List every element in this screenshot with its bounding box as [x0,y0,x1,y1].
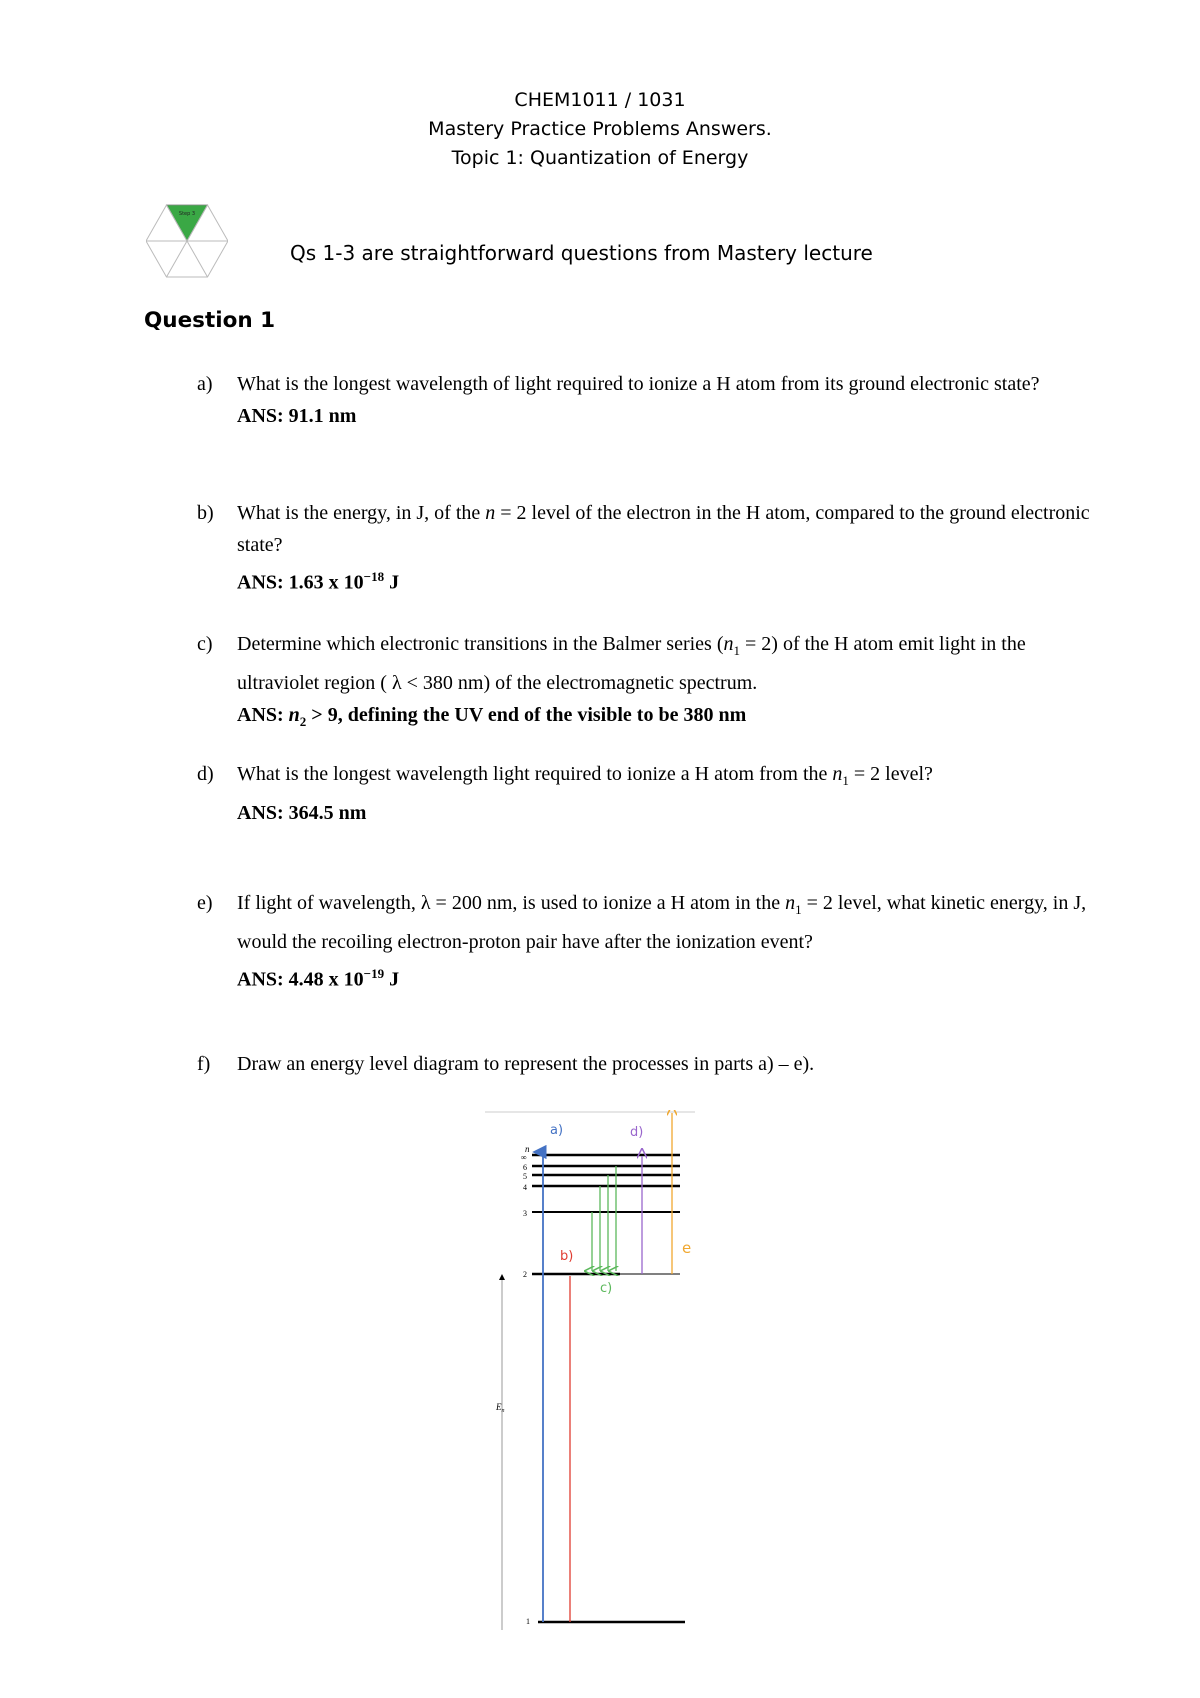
topic-title: Topic 1: Quantization of Energy [451,147,749,169]
question-item-f [197,1048,1097,1080]
level-label-5: 5 [523,1172,527,1181]
step-badge-text: Step 3 [178,211,196,217]
intro-text: Qs 1-3 are straightforward questions from Mastery lecture [290,241,873,265]
question-item-b [197,497,1097,599]
label-a: a) [550,1123,564,1138]
label-c: c) [600,1281,613,1296]
question-item-e [197,887,1097,996]
label-d: d) [630,1125,644,1140]
question-text: Draw an energy level diagram to represent the processes in parts a) – e). [237,1053,815,1075]
question-text: What is the longest wavelength light required to ionize a H atom from the $n_1 = 2$ level? [237,763,933,788]
item-label: f) [197,1053,211,1075]
item-label: e) [197,892,213,914]
axis-energy-label: $E_n$ [496,1402,505,1414]
energy-level-diagram [480,1110,700,1630]
level-label-3: 3 [523,1209,527,1218]
question-text: Determine which electronic transitions in the Balmer series $(n_1 = 2)$ of the H atom emit light in the ultraviolet region ( λ < 380 nm) of the electromagnetic spectrum. [237,633,1026,694]
item-label: a) [197,373,213,395]
level-label-inf: ∞ [521,1153,527,1162]
answer-text: ANS: 91.1 nm [237,405,357,427]
level-label-2: 2 [523,1270,527,1279]
label-b: b) [560,1249,574,1264]
question-item-d [197,758,1097,829]
item-label: c) [197,633,213,655]
answer-text: ANS: $n_2 > 9$, defining the UV end of the visible to be 380 nm [237,704,747,729]
question-text: If light of wavelength, λ = 200 nm, is used to ionize a H atom in the $n_1 = 2$ level, what kinetic energy, in J, would the recoiling electron-proton pair have after the ionization event? [237,892,1087,953]
question-title: Question 1 [144,308,276,333]
level-label-6: 6 [523,1163,527,1172]
course-code: CHEM1011 / 1031 [514,89,686,111]
item-label: d) [197,763,214,785]
question-item-a [197,368,1097,432]
question-item-c [197,628,1097,738]
question-text: What is the longest wavelength of light required to ionize a H atom from its ground electronic state? [237,373,1040,395]
document-title: Mastery Practice Problems Answers. [428,118,772,140]
item-label: b) [197,502,214,524]
page-header [0,86,1200,173]
level-label-1: 1 [526,1617,530,1626]
answer-text: ANS: 364.5 nm [237,802,367,824]
level-label-4: 4 [523,1183,527,1192]
label-e: e [682,1239,692,1257]
question-text: What is the energy, in J, of the n = 2 level of the electron in the H atom, compared to the ground electronic state? [237,502,1090,556]
answer-text: ANS: 1.63 x $10^{-18}$ J [237,569,400,594]
axis-n-label: n [525,1144,530,1154]
step-hexagon-icon [146,204,228,278]
answer-text: ANS: 4.48 x $10^{-19}$ J [237,966,400,991]
